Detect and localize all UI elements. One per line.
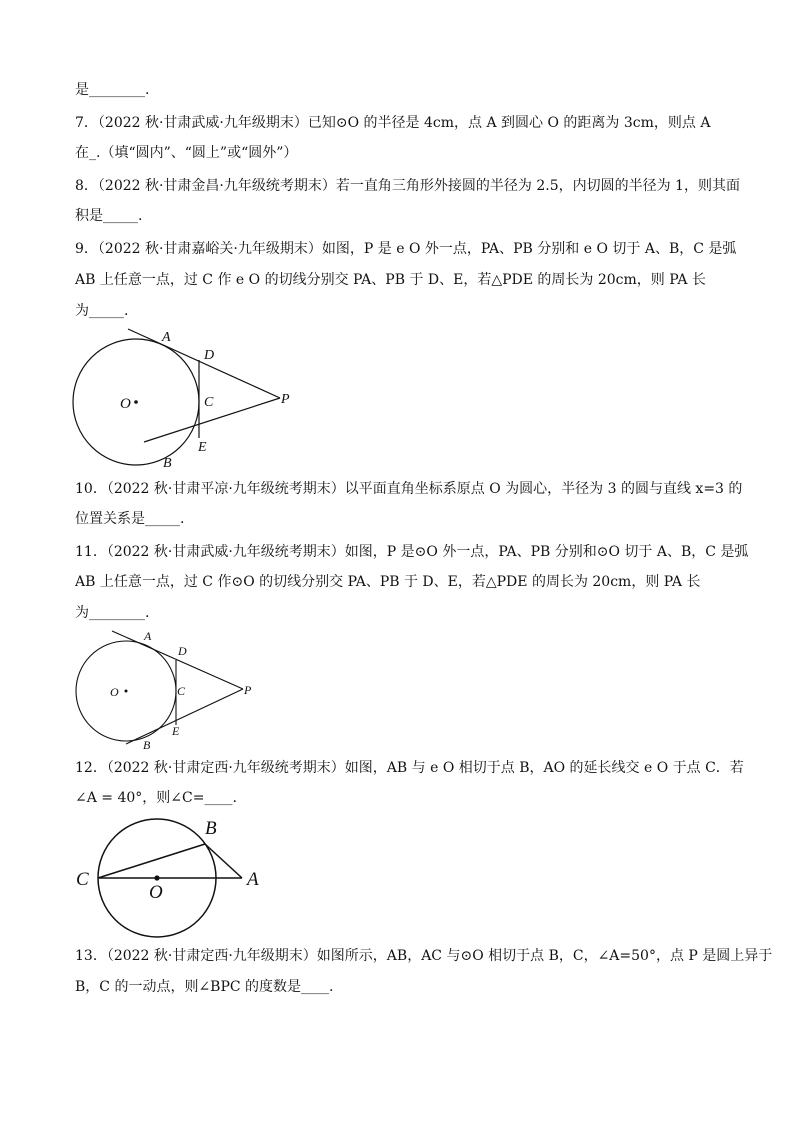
q12-line-2: ∠A = 40°，则∠C=____. [75,790,237,806]
q11-line-2: AB 上任意一点，过 C 作⊙O 的切线分别交 PA、PB 于 D、E，若△PDE 的周长为 20cm，则 PA 长 [75,574,701,590]
q11-center-dot [125,690,128,693]
q11-label-p: P [244,683,252,697]
q8-line-2: 积是_____. [75,208,143,224]
q11-label-e: E [172,724,180,738]
q12-line-1: 12．（2022 秋·甘肃定西·九年级统考期末）如图，AB 与 e O 相切于点 B，AO 的延长线交 e O 于点 C．若 [75,760,744,776]
q7-line-2: 在_.（填“圆内”、“圆上”或“圆外”） [75,145,298,161]
q11-line-1: 11．（2022 秋·甘肃武威·九年级统考期末）如图，P 是⊙O 外一点，PA、PB 分别和⊙O 切于 A、B，C 是弧 [75,544,749,560]
q9-label-b: B [163,456,172,471]
q11-figure [70,625,270,755]
q9-line-1: 9．（2022 秋·甘肃嘉峪关·九年级期末）如图，P 是 e O 外一点，PA、PB 分别和 e O 切于 A、B，C 是弧 [75,241,737,257]
q12-figure [70,810,270,940]
q11-label-b: B [143,738,151,752]
q9-label-p: P [281,392,290,407]
q10-line-1: 10．（2022 秋·甘肃平凉·九年级统考期末）以平面直角坐标系原点 O 为圆心，半径为 3 的圆与直线 x=3 的 [75,481,743,497]
q12-chord-cb [98,844,205,878]
q9-center-dot [134,400,138,404]
q12-label-c: C [76,869,89,890]
q12-label-o: O [149,882,163,903]
q9-label-c: C [204,395,214,410]
q12-center-dot [154,875,159,880]
q11-label-o: O [110,685,119,699]
q9-label-o: O [120,396,131,412]
q13-line-2: B，C 的一动点，则∠BPC 的度数是____. [75,979,334,995]
q13-line-1: 13．（2022 秋·甘肃定西·九年级期末）如图所示，AB，AC 与⊙O 相切于点 B，C，∠A=50°，点 P 是圆上异于 [75,948,773,964]
q11-label-d: D [178,644,187,658]
q9-figure [70,325,310,471]
q11-line-3: 为________. [75,605,150,621]
q9-label-d: D [204,348,215,363]
q11-label-a: A [144,629,152,643]
q9-label-e: E [198,440,207,455]
q9-tangent-pa [128,329,280,398]
q12-label-b: B [205,818,217,839]
q12-label-a: A [247,869,259,890]
q11-label-c: C [177,684,186,698]
q9-label-a: A [162,330,171,345]
q6-answer-line: 是________. [75,82,150,98]
q10-line-2: 位置关系是_____. [75,511,185,527]
q9-line-3: 为_____. [75,303,129,319]
q8-line-1: 8．（2022 秋·甘肃金昌·九年级统考期末）若一直角三角形外接圆的半径为 2.5，内切圆的半径为 1，则其面 [75,178,740,194]
q9-line-2: AB 上任意一点，过 C 作 e O 的切线分别交 PA、PB 于 D、E，若△PDE 的周长为 20cm，则 PA 长 [75,272,706,288]
q12-tangent-ab [205,844,242,878]
q7-line-1: 7．（2022 秋·甘肃武威·九年级期末）已知⊙O 的半径是 4cm，点 A 到圆心 O 的距离为 3cm，则点 A [75,115,711,131]
q11-tangent-pa [112,631,243,689]
